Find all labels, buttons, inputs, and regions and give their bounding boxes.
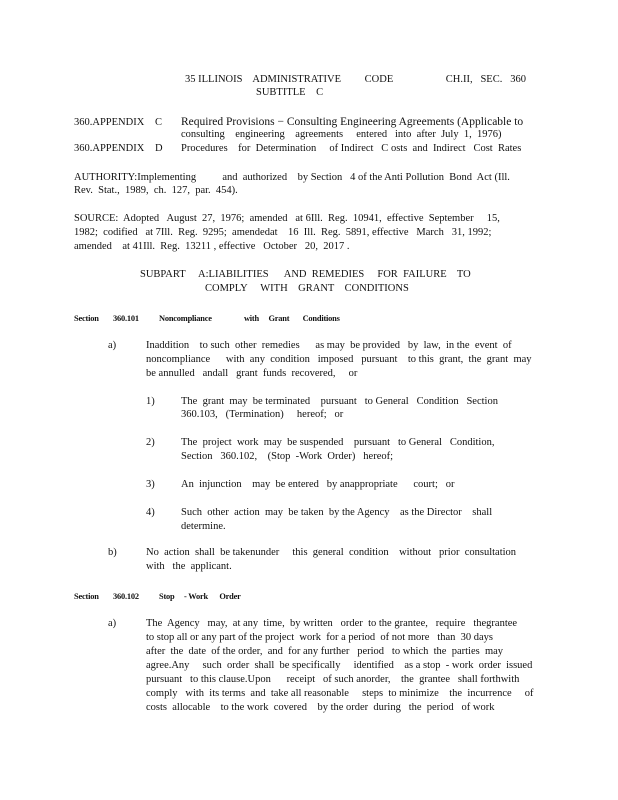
subpart-heading: SUBPART A:LIABILITIES AND REMEDIES FOR FAILURE TO <box>140 269 471 280</box>
appendix-c-title: Required Provisions − Consulting Engineering Agreements (Applicable to <box>181 116 524 128</box>
source-line: amended at 41Ill. Reg. 13211 , effective October 20, 2017 . <box>74 241 350 252</box>
subitem-line: determine. <box>181 521 226 532</box>
paragraph-line: costs allocable to the work covered by the order during the period of work <box>146 702 495 713</box>
appendix-d-letter: D <box>155 143 163 154</box>
authority-line: AUTHORITY:Implementing and authorized by Section 4 of the Anti Pollution Bond Act (Ill. <box>74 172 510 183</box>
subitem-marker: 1) <box>146 396 155 407</box>
paragraph-line: Inaddition to such other remedies as may be provided by law, in the event of <box>146 340 512 351</box>
section-title: Noncompliance with Grant Conditions <box>159 314 340 323</box>
section-number: 360.101 <box>113 314 139 323</box>
section-label: Section <box>74 592 99 601</box>
section-title: Stop - Work Order <box>159 592 241 601</box>
appendix-d-label: 360.APPENDIX <box>74 143 145 154</box>
paragraph-line: agree.Any such order shall be specifically identified as a stop - work order issued <box>146 660 533 671</box>
subitem-marker: 2) <box>146 437 155 448</box>
subitem-marker: 4) <box>146 507 155 518</box>
source-line: SOURCE: Adopted August 27, 1976; amended at 6Ill. Reg. 10941, effective September 15, <box>74 213 500 224</box>
subitem-line: Such other action may be taken by the Agency as the Director shall <box>181 507 493 518</box>
authority-line: Rev. Stat., 1989, ch. 127, par. 454). <box>74 185 238 196</box>
appendix-d-title: Procedures for Determination of Indirect C osts and Indirect Cost Rates <box>181 143 522 154</box>
subitem-line: Section 360.102, (Stop -Work Order) hereof; <box>181 451 394 462</box>
item-marker: a) <box>108 618 117 629</box>
header-line1: 35 ILLINOIS ADMINISTRATIVE CODE CH.II, SEC. 360 <box>185 74 526 85</box>
paragraph-line: after the date of the order, and for any further period to which the parties may <box>146 646 504 657</box>
paragraph-line: pursuant to this clause.Upon receipt of such anorder, the grantee shall forthwith <box>146 674 520 685</box>
subitem-line: The grant may be terminated pursuant to General Condition Section <box>181 396 498 407</box>
subitem-line: An injunction may be entered by anappropriate court; or <box>181 479 455 490</box>
appendix-c-letter: C <box>155 117 163 128</box>
paragraph-line: comply with its terms and take all reasonable steps to minimize the incurrence of <box>146 688 534 699</box>
paragraph-line: The Agency may, at any time, by written order to the grantee, require thegrantee <box>146 618 518 629</box>
item-marker: b) <box>108 547 117 558</box>
appendix-c-title-cont: consulting engineering agreements entered into after July 1, 1976) <box>181 129 502 140</box>
paragraph-line: noncompliance with any condition imposed pursuant to this grant, the grant may <box>146 354 532 365</box>
subitem-line: 360.103, (Termination) hereof; or <box>181 409 344 420</box>
paragraph-line: with the applicant. <box>146 561 232 572</box>
source-line: 1982; codified at 7Ill. Reg. 9295; amendedat 16 Ill. Reg. 5891, effective March 31, 1992; <box>74 227 492 238</box>
subitem-marker: 3) <box>146 479 155 490</box>
section-number: 360.102 <box>113 592 139 601</box>
item-marker: a) <box>108 340 117 351</box>
subitem-line: The project work may be suspended pursuant to General Condition, <box>181 437 495 448</box>
appendix-c-label: 360.APPENDIX <box>74 117 145 128</box>
paragraph-line: to stop all or any part of the project work for a period of not more than 30 days <box>146 632 493 643</box>
paragraph-line: No action shall be takenunder this general condition without prior consultation <box>146 547 517 558</box>
subpart-heading-cont: COMPLY WITH GRANT CONDITIONS <box>205 283 409 294</box>
section-label: Section <box>74 314 99 323</box>
paragraph-line: be annulled andall grant funds recovered, or <box>146 368 358 379</box>
header-line2: SUBTITLE C <box>256 87 324 98</box>
